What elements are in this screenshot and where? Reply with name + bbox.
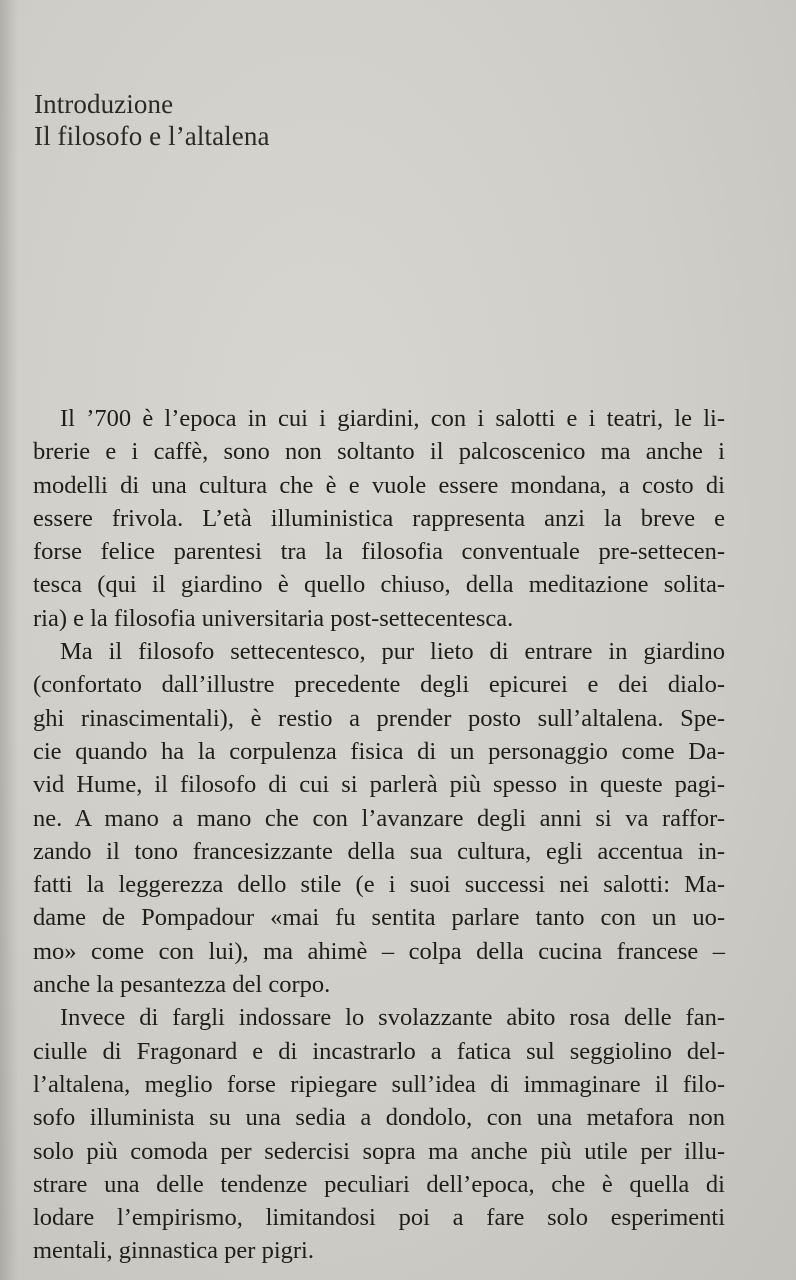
text-line: zando il tono francesizzante della sua cultura, egli accentua in- — [33, 837, 725, 865]
text-line: ghi rinascimentali), è restio a prender posto sull’altalena. Spe- — [33, 704, 725, 732]
text-line: mentali, ginnastica per pigri. — [33, 1237, 314, 1265]
text-line: sofo illuminista su una sedia a dondolo, con una metafora non — [33, 1104, 725, 1132]
text-line: solo più comoda per sedercisi sopra ma anche più utile per illu- — [33, 1137, 725, 1165]
text-line: forse felice parentesi tra la filosofia conventuale pre-settecen- — [33, 538, 725, 566]
body-text — [33, 402, 725, 1268]
page-gutter-shadow — [0, 0, 18, 1280]
text-line: essere frivola. L’età illuministica rappresenta anzi la breve e — [33, 504, 725, 532]
text-line: lodare l’empirismo, limitandosi poi a fare solo esperimenti — [33, 1204, 725, 1232]
text-line: l’altalena, meglio forse ripiegare sull’idea di immaginare il filo- — [33, 1070, 725, 1098]
text-line: Il ’700 è l’epoca in cui i giardini, con i salotti e i teatri, le li- — [60, 405, 725, 432]
text-line: mo» come con lui), ma ahimè – colpa della cucina francese – — [33, 937, 725, 965]
text-line: strare una delle tendenze peculiari dell’epoca, che è quella di — [33, 1170, 725, 1198]
text-line: Invece di fargli indossare lo svolazzante abito rosa delle fan- — [60, 1004, 725, 1032]
text-line: ria) e la filosofia universitaria post-settecentesca. — [33, 604, 514, 632]
text-line: anche la pesantezza del corpo. — [33, 971, 331, 999]
text-line: (confortato dall’illustre precedente degli epicurei e dei dialo- — [33, 671, 725, 699]
text-line: tesca (qui il giardino è quello chiuso, della meditazione solita- — [33, 571, 725, 599]
text-line: ciulle di Fragonard e di incastrarlo a fatica sul seggiolino del- — [33, 1037, 725, 1065]
text-line: vid Hume, il filosofo di cui si parlerà più spesso in queste pagi- — [33, 771, 725, 799]
paragraph-2 — [33, 635, 725, 1001]
paragraph-3 — [33, 1001, 725, 1267]
chapter-title: Il filosofo e l’altalena — [34, 121, 270, 151]
chapter-heading — [34, 88, 270, 152]
chapter-label: Introduzione — [34, 89, 174, 119]
text-line: brerie e i caffè, sono non soltanto il palcoscenico ma anche i — [33, 438, 725, 466]
text-line: ne. A mano a mano che con l’avanzare degli anni si va raffor- — [33, 804, 725, 832]
paragraph-1 — [33, 402, 725, 635]
text-line: Ma il filosofo settecentesco, pur lieto di entrare in giardino — [60, 638, 725, 666]
text-line: fatti la leggerezza dello stile (e i suoi successi nei salotti: Ma- — [33, 871, 725, 899]
text-line: dame de Pompadour «mai fu sentita parlare tanto con un uo- — [33, 904, 725, 932]
text-line: modelli di una cultura che è e vuole essere mondana, a costo di — [33, 471, 725, 499]
text-line: cie quando ha la corpulenza fisica di un personaggio come Da- — [33, 737, 725, 765]
